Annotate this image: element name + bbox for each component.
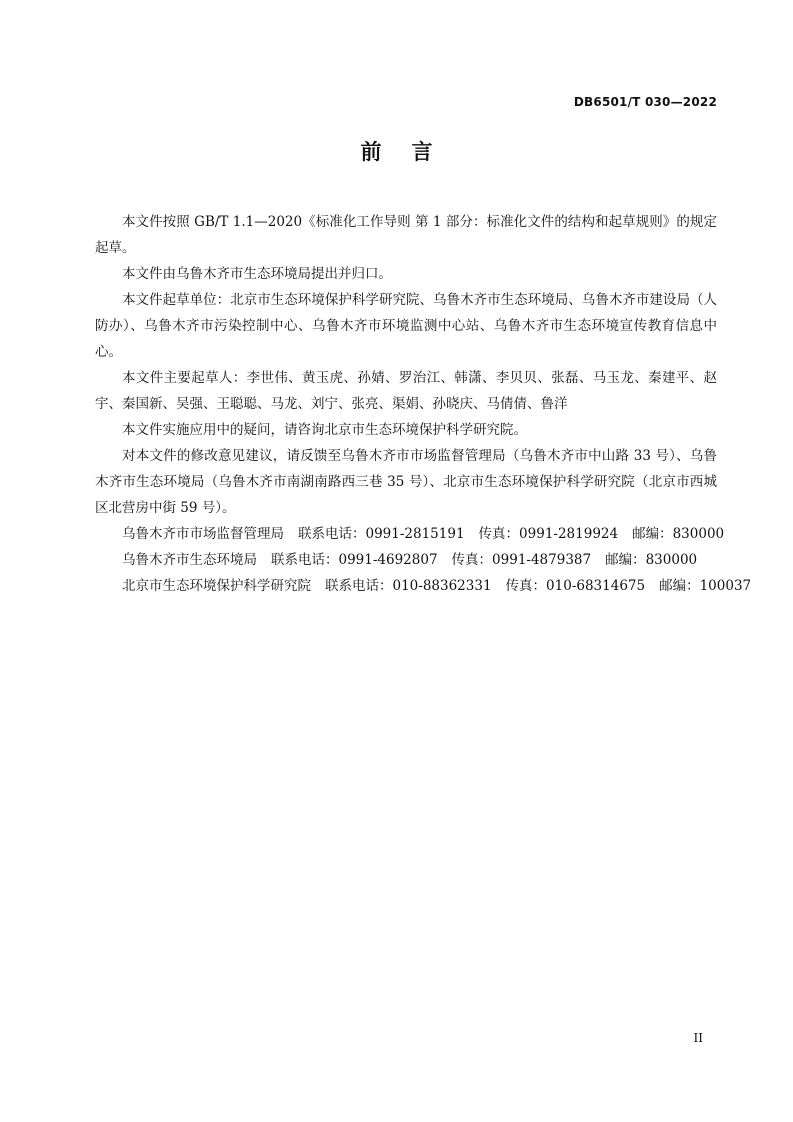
contact-fax: 传真：0991-2819924 xyxy=(478,526,619,542)
body-text xyxy=(95,209,752,599)
contact-fax: 传真：010-68314675 xyxy=(505,578,646,594)
paragraph-drafters: 本文件主要起草人：李世伟、黄玉虎、孙婧、罗治江、韩潇、李贝贝、张磊、马玉龙、秦建平、赵宇、秦国新、吴强、王聪聪、马龙、刘宁、张亮、渠娟、孙晓庆、马倩倩、鲁洋 xyxy=(95,370,717,412)
contact-line xyxy=(95,521,725,547)
contact-phone: 联系电话：0991-4692807 xyxy=(271,552,438,568)
contact-org: 乌鲁木齐市生态环境局 xyxy=(122,552,257,568)
paragraph-proposer: 本文件由乌鲁木齐市生态环境局提出并归口。 xyxy=(122,266,392,282)
paragraph-feedback: 对本文件的修改意见建议，请反馈至乌鲁木齐市市场监督管理局（乌鲁木齐市中山路 33 号）、乌鲁木齐市生态环境局（乌鲁木齐市南湖南路西三巷 35 号）、北京市生态环境保护科学研究院（北京市西城区北营房中街 59 号）。 xyxy=(95,448,717,516)
contact-org: 北京市生态环境保护科学研究院 xyxy=(122,578,311,594)
contact-phone: 联系电话：0991-2815191 xyxy=(298,526,465,542)
contact-line xyxy=(95,573,752,599)
contact-phone: 联系电话：010-88362331 xyxy=(325,578,492,594)
contact-postcode: 邮编：830000 xyxy=(632,526,725,542)
document-number: DB6501/T 030—2022 xyxy=(573,95,717,109)
contact-fax: 传真：0991-4879387 xyxy=(451,552,592,568)
contact-postcode: 邮编：830000 xyxy=(605,552,698,568)
contact-postcode: 邮编：100037 xyxy=(659,578,752,594)
paragraph-drafting-units: 本文件起草单位：北京市生态环境保护科学研究院、乌鲁木齐市生态环境局、乌鲁木齐市建设局（人防办）、乌鲁木齐市污染控制中心、乌鲁木齐市环境监测中心站、乌鲁木齐市生态环境宣传教育信息中心。 xyxy=(95,292,717,360)
paragraph-drafting-basis: 本文件按照 GB/T 1.1—2020《标准化工作导则 第 1 部分：标准化文件的结构和起草规则》的规定起草。 xyxy=(95,214,717,256)
contact-org: 乌鲁木齐市市场监督管理局 xyxy=(122,526,284,542)
contact-line xyxy=(95,547,717,573)
page-number: II xyxy=(693,1031,703,1045)
page-title: 前言 xyxy=(360,140,463,164)
paragraph-inquiries: 本文件实施应用中的疑问，请咨询北京市生态环境保护科学研究院。 xyxy=(122,422,527,438)
